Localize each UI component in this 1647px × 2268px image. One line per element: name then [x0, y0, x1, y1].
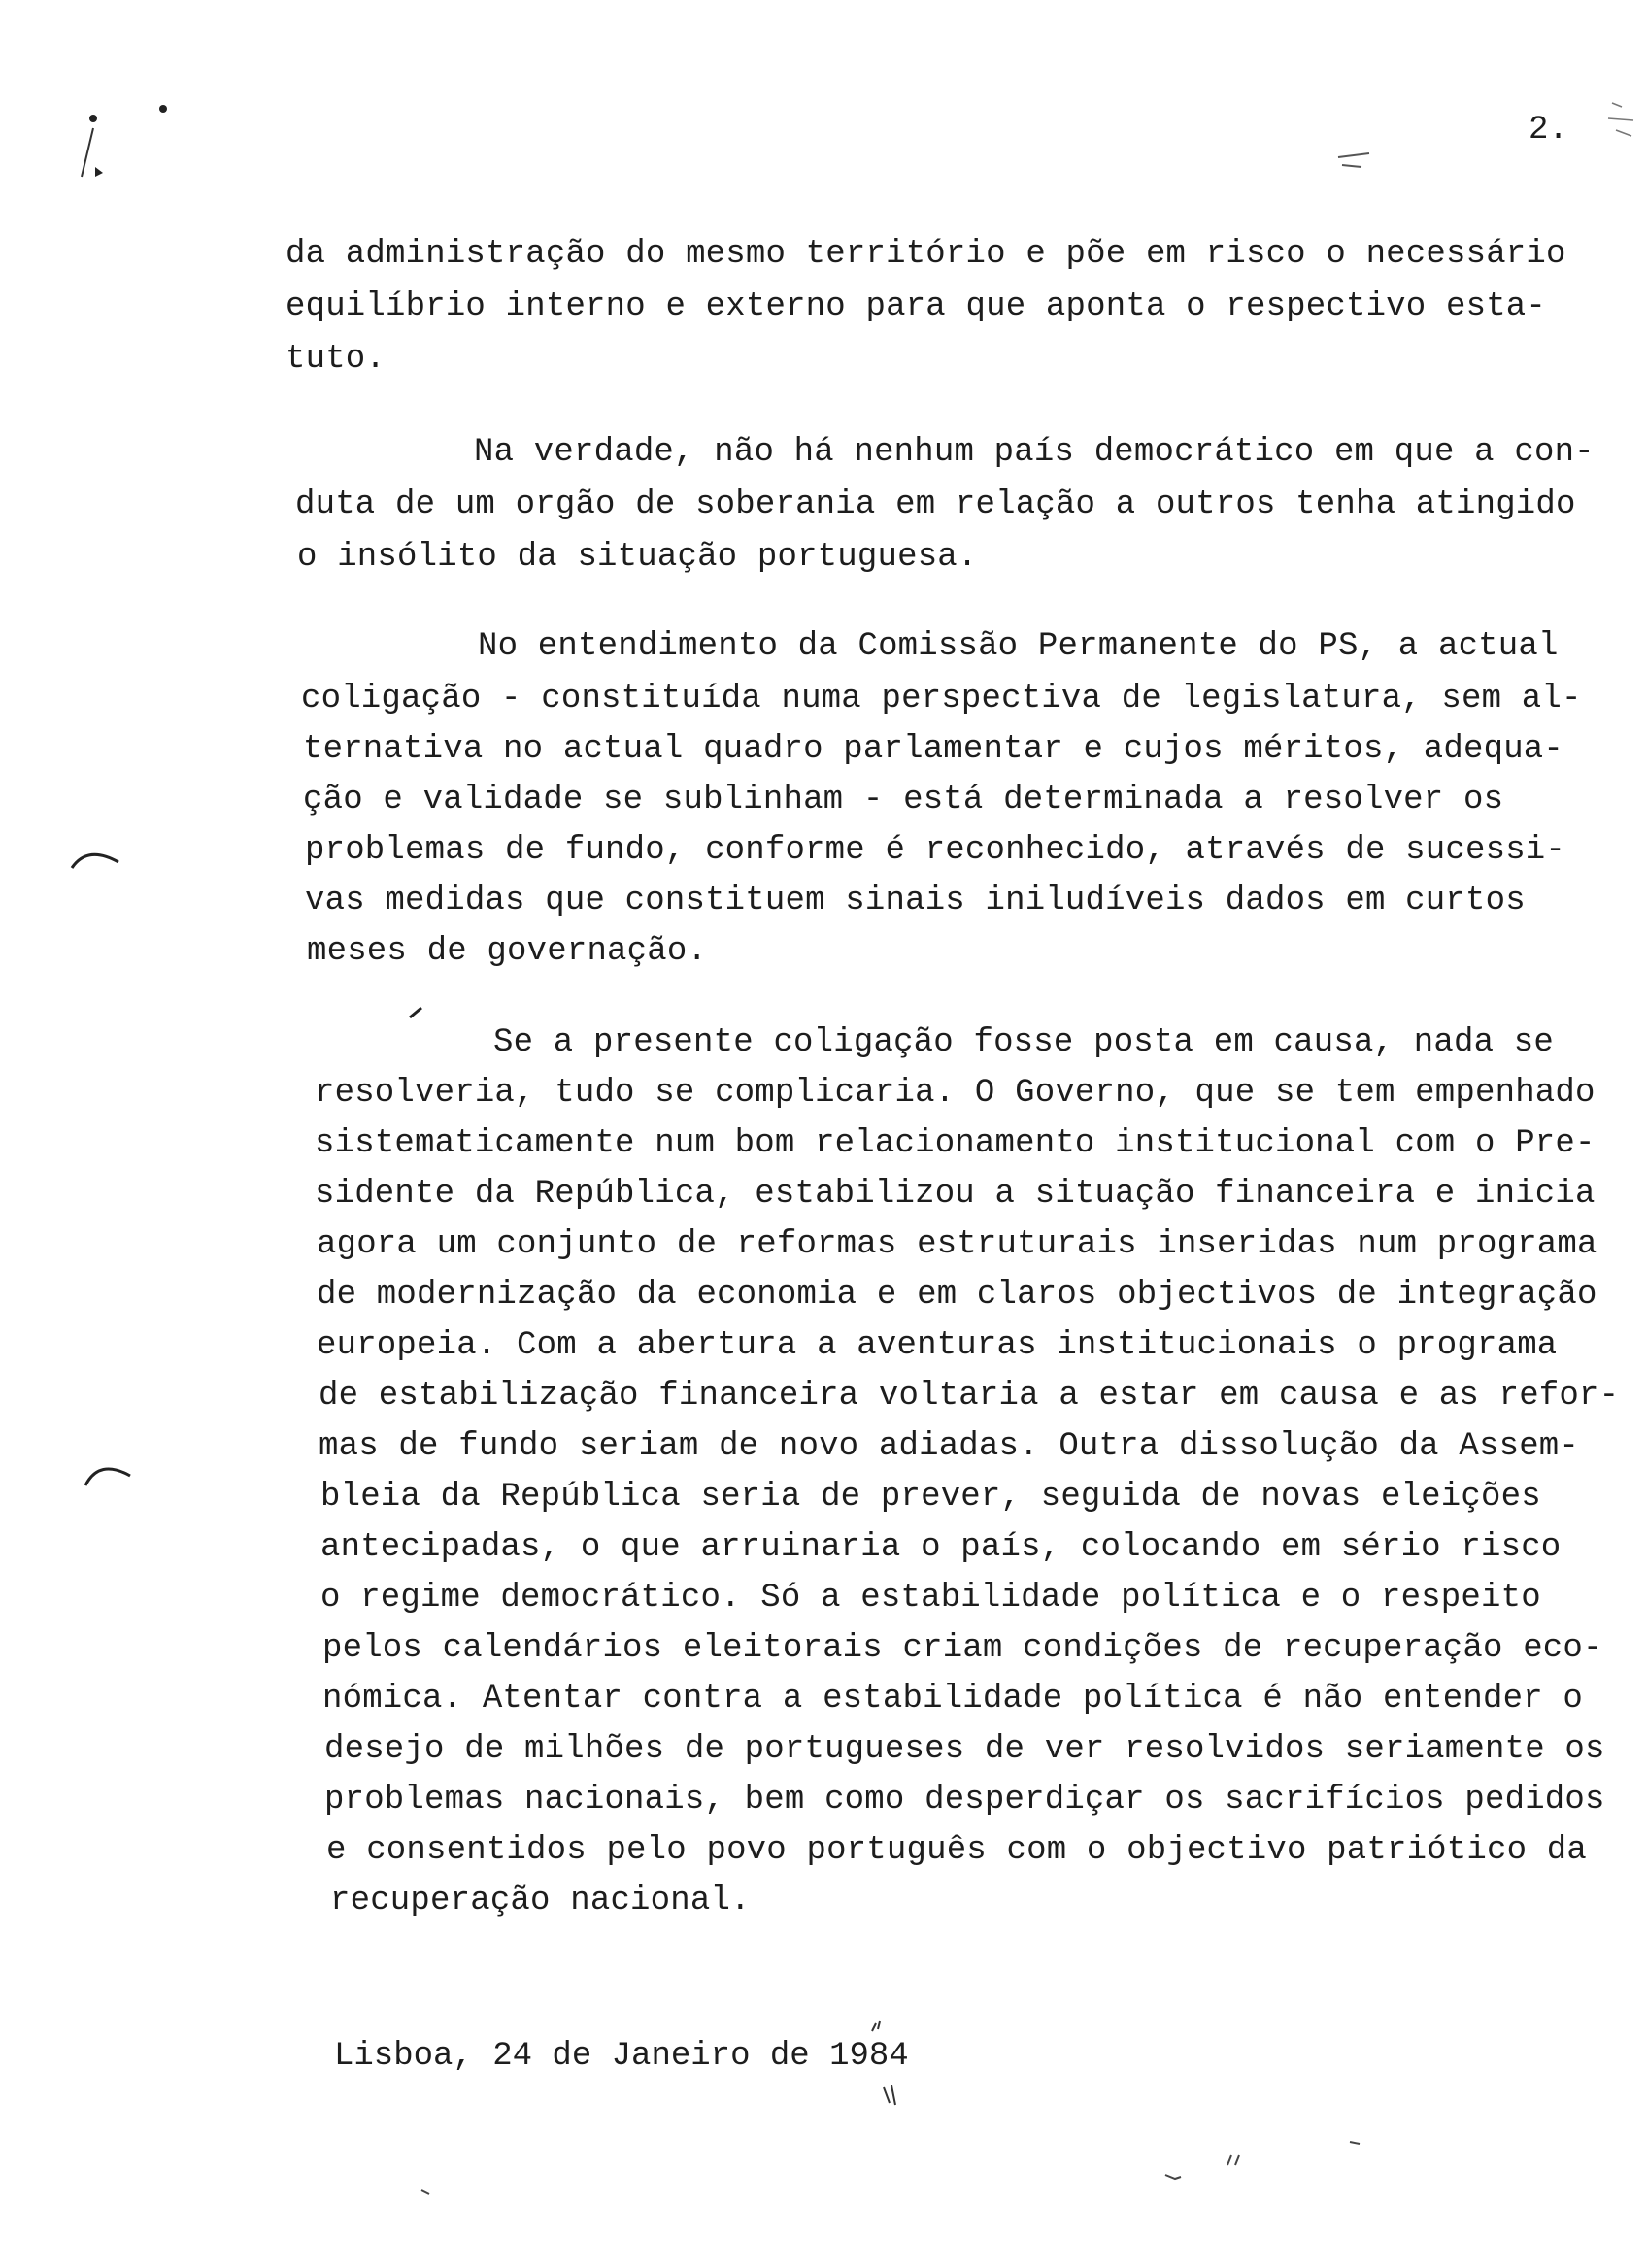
paragraph-line: o insólito da situação portuguesa. [297, 539, 978, 576]
place-date-line: Lisboa, 24 de Janeiro de 1984 [334, 2038, 909, 2075]
paragraph-line: o regime democrático. Só a estabilidade política e o respeito [320, 1580, 1541, 1617]
paragraph-line: europeia. Com a abertura a aventuras institucionais o programa [317, 1327, 1558, 1364]
paragraph-line: nómica. Atentar contra a estabilidade política é não entender o [322, 1681, 1584, 1718]
page-number: 2. [1529, 112, 1568, 149]
paragraph-line: duta de um orgão de soberania em relação a outros tenha atingido [295, 486, 1576, 523]
paragraph-line: de estabilização financeira voltaria a estar em causa e as refor- [319, 1378, 1620, 1415]
paragraph-line: equilíbrio interno e externo para que aponta o respectivo esta- [286, 288, 1547, 325]
paragraph-line: pelos calendários eleitorais criam condições de recuperação eco- [322, 1630, 1603, 1667]
paragraph-line: vas medidas que constituem sinais iniludíveis dados em curtos [305, 883, 1526, 919]
paragraph-line: recuperação nacional. [330, 1883, 751, 1919]
paragraph-line: coligação - constituída numa perspectiva de legislatura, sem al- [301, 681, 1582, 717]
paragraph-line: ternativa no actual quadro parlamentar e cujos méritos, adequa- [303, 731, 1564, 768]
scan-artifact-para-mark [406, 1002, 435, 1021]
paragraph-line: resolveria, tudo se complicaria. O Governo, que se tem empenhado [315, 1075, 1596, 1112]
paragraph-line: problemas de fundo, conforme é reconhecido, através de sucessi- [305, 832, 1566, 869]
paragraph-line: e consentidos pelo povo português com o objectivo patriótico da [326, 1832, 1588, 1869]
paragraph-line: ção e validade se sublinham - está determinada a resolver os [303, 782, 1504, 818]
paragraph-line: tuto. [286, 341, 387, 378]
scan-artifact-top-right [1330, 97, 1641, 184]
scan-artifact-left-2 [82, 1456, 140, 1489]
paragraph-line: meses de governação. [307, 933, 708, 970]
paragraph-line: problemas nacionais, bem como desperdiçar os sacrifícios pedidos [324, 1782, 1605, 1818]
paragraph-line: sidente da República, estabilizou a situação financeira e inicia [315, 1176, 1596, 1213]
paragraph-line: mas de fundo seriam de novo adiadas. Outra dissolução da Assem- [319, 1428, 1580, 1465]
paragraph-line: antecipadas, o que arruinaria o país, colocando em sério risco [320, 1529, 1562, 1566]
scan-artifact-top-left [39, 97, 175, 194]
paragraph-line: de modernização da economia e em claros objectivos de integração [317, 1277, 1597, 1314]
paragraph-line: agora um conjunto de reformas estruturais inseridas num programa [317, 1226, 1597, 1263]
paragraph-line: No entendimento da Comissão Permanente do PS, a actual [478, 628, 1559, 665]
paragraph-line: Se a presente coligação fosse posta em causa, nada se [493, 1024, 1554, 1061]
scan-artifact-bottom [418, 2136, 1389, 2204]
paragraph-line: da administração do mesmo território e põe em risco o necessário [286, 236, 1566, 273]
paragraph-line: desejo de milhões de portugueses de ver resolvidos seriamente os [324, 1731, 1605, 1768]
scan-artifact-left-1 [68, 843, 126, 872]
paragraph-line: Na verdade, não há nenhum país democrático em que a con- [474, 434, 1595, 471]
paragraph-line: bleia da República seria de prever, seguida de novas eleições [320, 1479, 1541, 1516]
paragraph-line: sistematicamente num bom relacionamento institucional com o Pre- [315, 1125, 1596, 1162]
